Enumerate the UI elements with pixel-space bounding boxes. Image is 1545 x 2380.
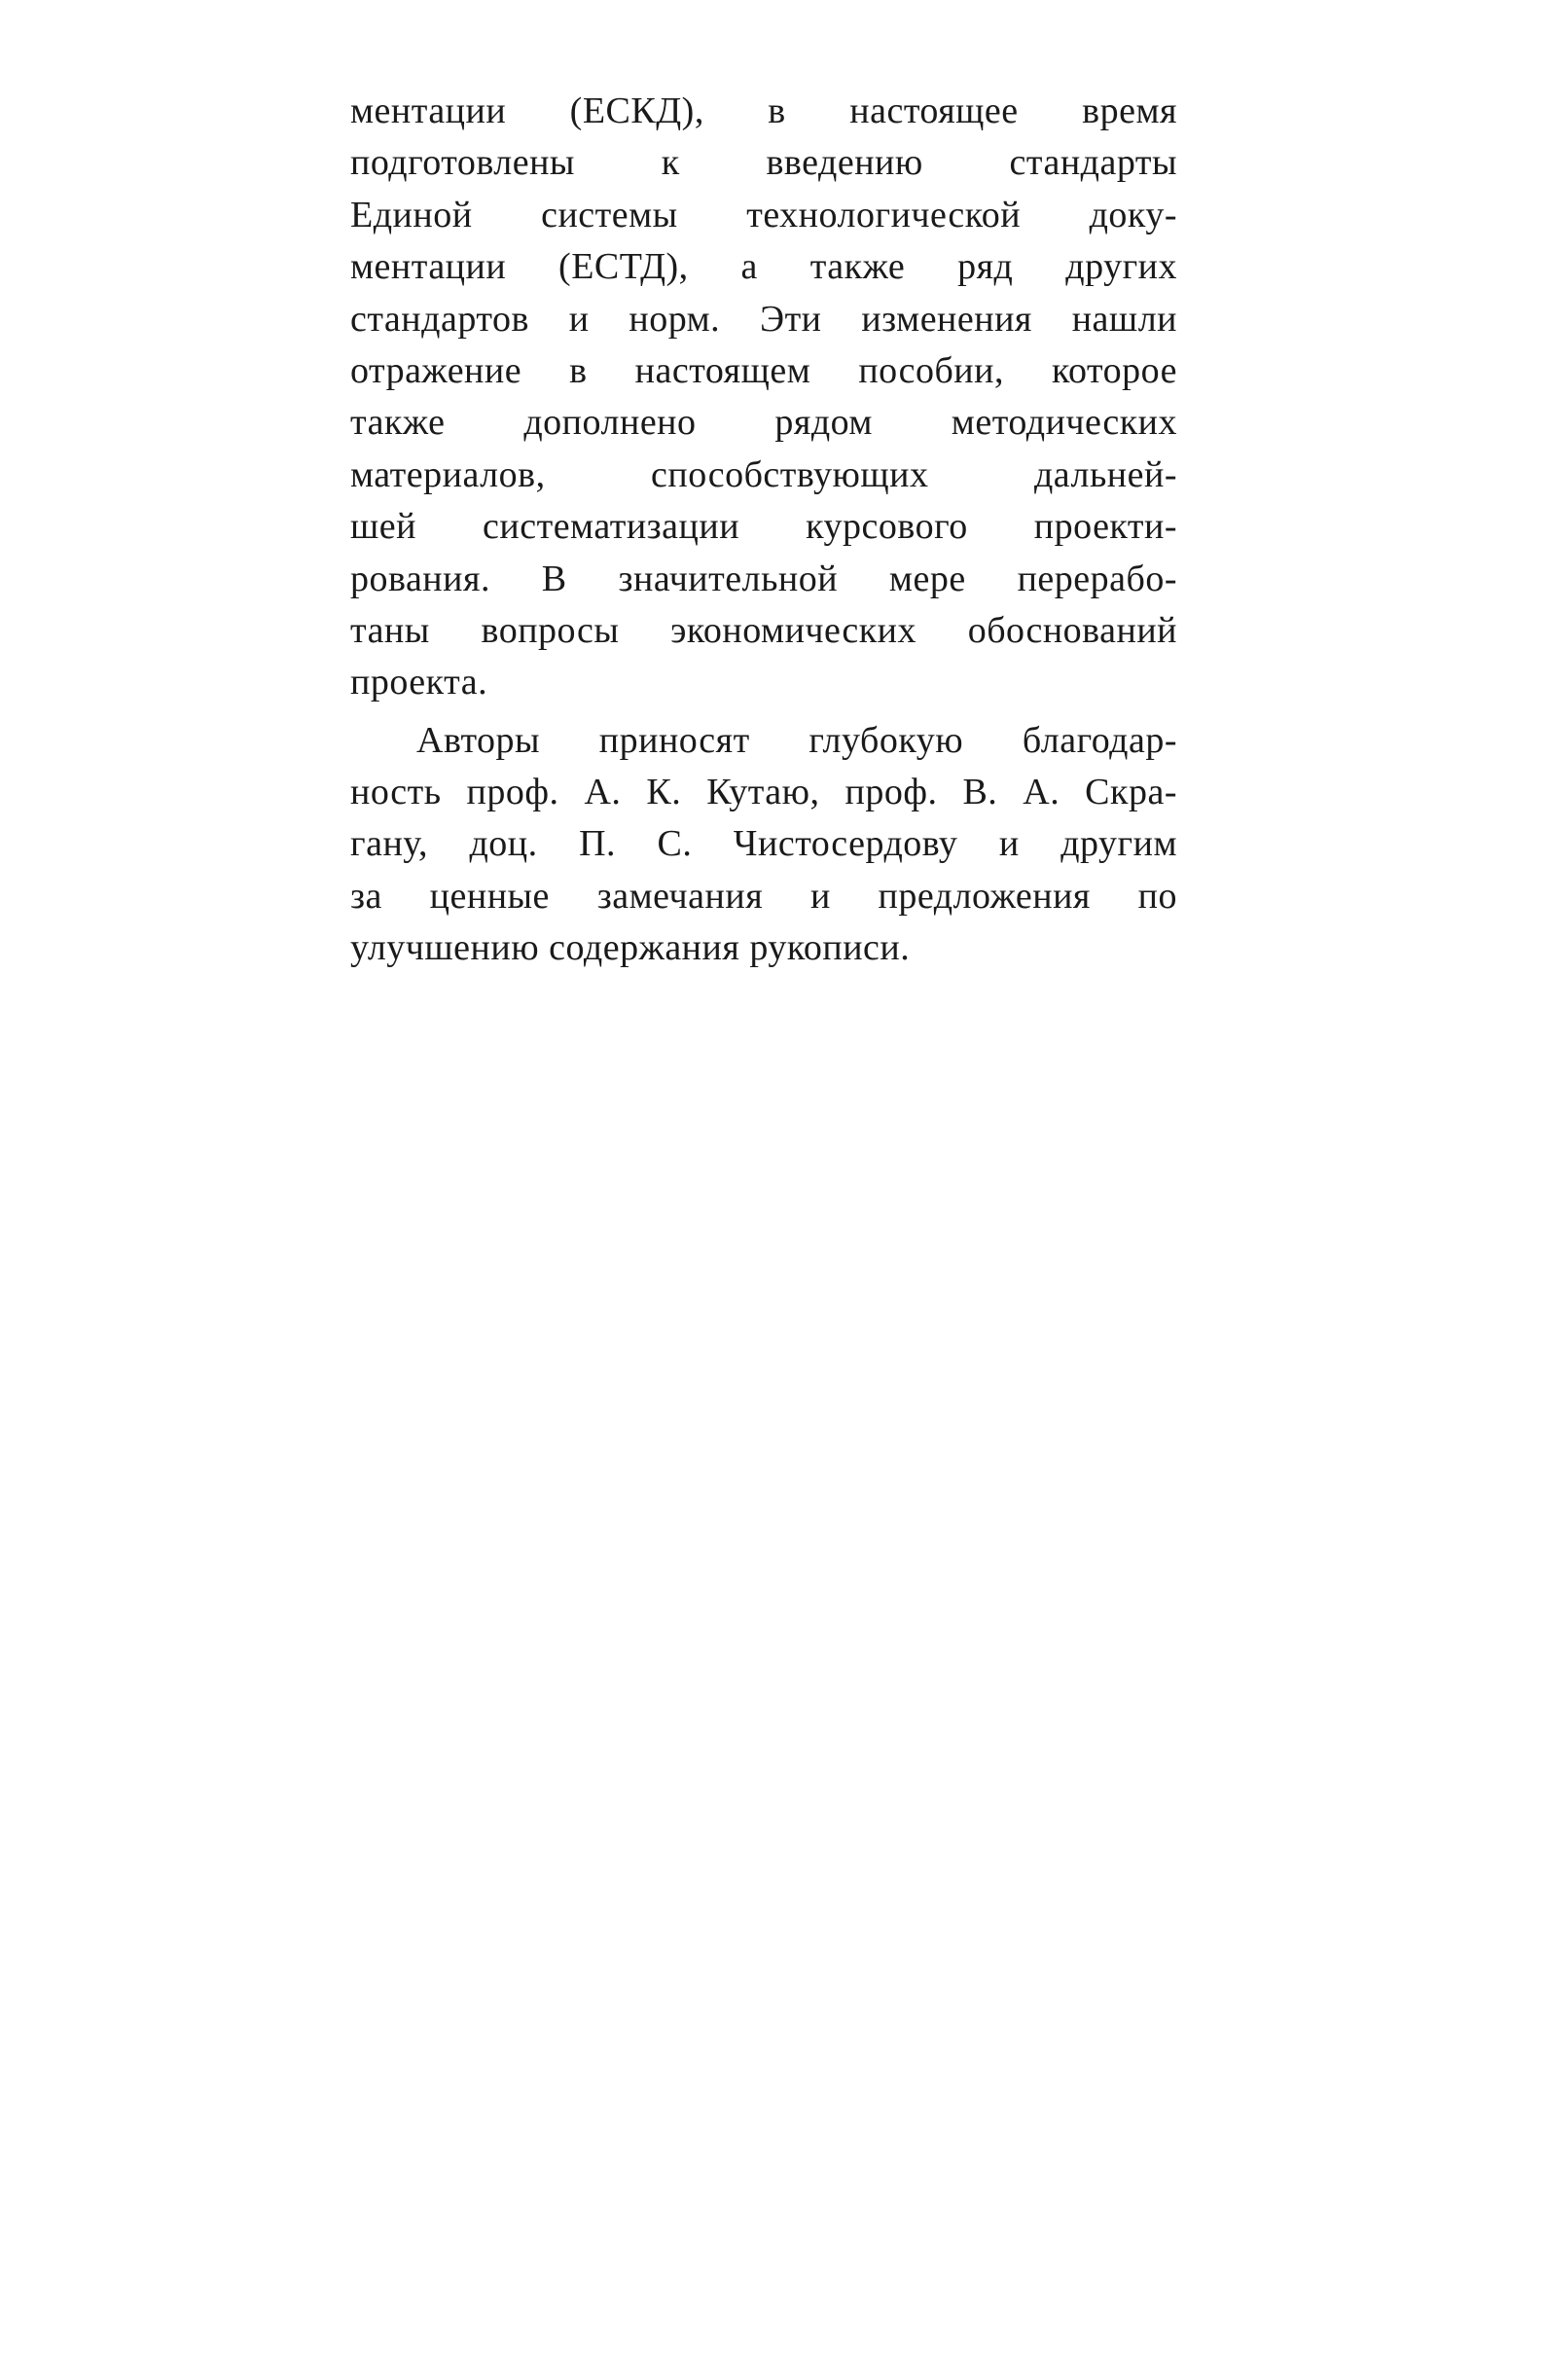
text-line: проекта. [350,662,488,703]
text-line: отражение в настоящем пособии, которое [350,349,1177,391]
text-line: рования. В значительной мере перерабо- [350,558,1177,599]
text-line: шей систематизации курсового проекти- [350,506,1177,548]
paragraph-1 [350,86,1177,709]
text-line: Авторы приносят глубокую благодар- [416,719,1177,761]
text-line: гану, доц. П. С. Чистосердову и другим [350,823,1177,865]
text-line: таны вопросы экономических обоснований [350,609,1177,651]
text-line: также дополнено рядом методических [350,402,1177,444]
text-line: ность проф. А. К. Кутаю, проф. В. А. Скра- [350,772,1177,813]
text-line: ментации (ЕСКД), в настоящее время [350,90,1177,131]
page-text [350,86,1177,975]
text-line: стандартов и норм. Эти изменения нашли [350,298,1177,340]
text-line: Единой системы технологической доку- [350,194,1177,235]
text-line: за ценные замечания и предложения по [350,875,1177,917]
text-line: подготовлены к введению стандарты [350,142,1177,184]
paragraph-2 [350,715,1177,975]
text-line: ментации (ЕСТД), а также ряд других [350,246,1177,288]
text-line: материалов, способствующих дальней- [350,453,1177,495]
text-line: улучшению содержания рукописи. [350,927,911,969]
